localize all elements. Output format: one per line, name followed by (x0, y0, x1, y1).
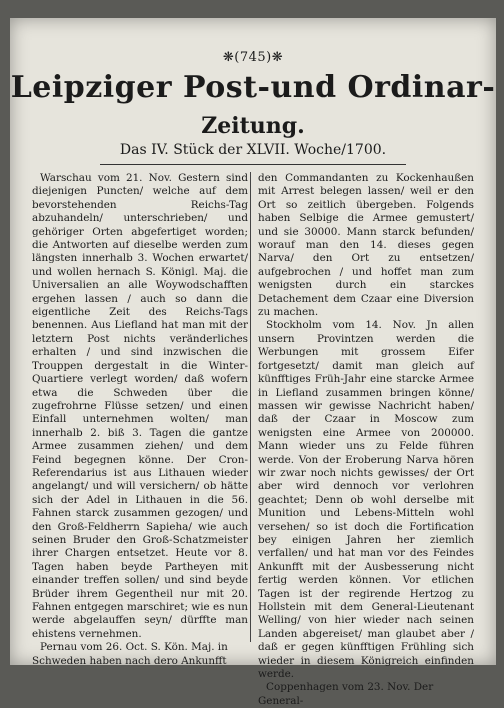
left-column (32, 172, 248, 667)
newspaper-page (10, 18, 496, 707)
article-dateline: Coppenhagen vom 23. Nov. Der General- (258, 681, 434, 707)
article-paragraph: Stockholm vom 14. Nov. Jn allen unsern Provintzen werden die Werbungen mit grossem Eifer fortgesetzt/ damit man gleich auf künfftiges Früh-Jahr eine starcke Armee in Liefland zusammen bringen könne/ massen wir gewisse Nachricht haben/ daß der Czaar in Moscow zum wenigsten eine Armee von 200000. Mann wieder uns zu Felde führen werde. Von der Eroberung Narva hören wir zwar noch nichts gewisses/ der Ort aber wird dennoch vor verlohren geachtet; Denn ob wohl derselbe mit Munition und Lebens-Mitteln wohl versehen/ so ist doch die Fortification bey einigen Jahren her ziemlich verfallen/ und hat man vor des Feindes Ankunfft mit der Ausbesserung nicht fertig werden können. Vor etlichen Tagen ist der regirende Hertzog zu Hollstein mit dem General-Lieutenant Welling/ von hier wieder nach seinen Landen abgereiset/ man glaubet aber / daß er gegen künfftigen Frühling sich wieder in diesem Königreich einfinden werde. (258, 319, 474, 681)
column-divider (250, 172, 251, 642)
newspaper-title: Leipziger Post-und Ordinar- (10, 70, 496, 105)
article-paragraph: Warschau vom 21. Nov. Gestern sind diejenigen Puncten/ welche auf dem bevorstehenden Reichs-Tag abzuhandeln/ unterschrieben/ und gehöriger Orten abgefertiget worden; die Antworten auf dieselbe werden zum längsten innerhalb 3. Wochen erwartet/ und wollen hernach S. Königl. Maj. die Universalien an alle Woywodschafften ergehen lassen / auch so dann die eigentliche Zeit des Reichs-Tags benennen. Aus Liefland hat man mit der letztern Post nichts veränderliches erhalten / und sind inzwischen die Trouppen dergestalt in die Winter-Quartiere verlegt worden/ daß wofern etwa die Schweden über die zugefrohrne Flüsse setzen/ und einen Einfall unternehmen wolten/ man innerhalb 2. biß 3. Tagen die gantze Armee zusammen ziehen/ und dem Feind begegnen könne. Der Cron-Referendarius ist aus Lithauen wieder angelangt/ und will versichern/ ob hätte sich der Adel in Lithauen in die 56. Fahnen starck zusammen gezogen/ und den Groß-Feldherrn Sapieha/ wie auch seinen Bruder den Groß-Schatzmeister ihrer Chargen entsetzet. Heute vor 8. Tagen haben beyde Partheyen mit einander treffen sollen/ und sind beyde Brüder ihrem Gegentheil nur mit 20. Fahnen entgegen marschiret; wie es nun werde abgelauffen seyn/ dürffte man ehistens vernehmen. (32, 172, 248, 640)
header-rule (100, 164, 406, 165)
page-number: ❋(745)❋ (222, 50, 284, 65)
issue-line: Das IV. Stück der XLVII. Woche/1700. (119, 142, 387, 158)
article-dateline: Pernau vom 26. Oct. S. Kön. Maj. in Schweden haben nach dero Ankunfft (32, 641, 228, 667)
article-paragraph: den Commandanten zu Kockenhaußen mit Arrest belegen lassen/ weil er den Ort so zeitlich übergeben. Folgends haben Selbige die Armee gemustert/ und sie 30000. Mann starck befunden/ worauf man den 14. dieses gegen Narva/ den Ort zu entsetzen/ aufgebrochen / und hoffet man zum wenigsten durch ein starckes Detachement dem Czaar eine Diversion zu machen. (258, 172, 474, 319)
right-column (258, 172, 474, 707)
newspaper-subtitle: Zeitung. (201, 113, 305, 139)
